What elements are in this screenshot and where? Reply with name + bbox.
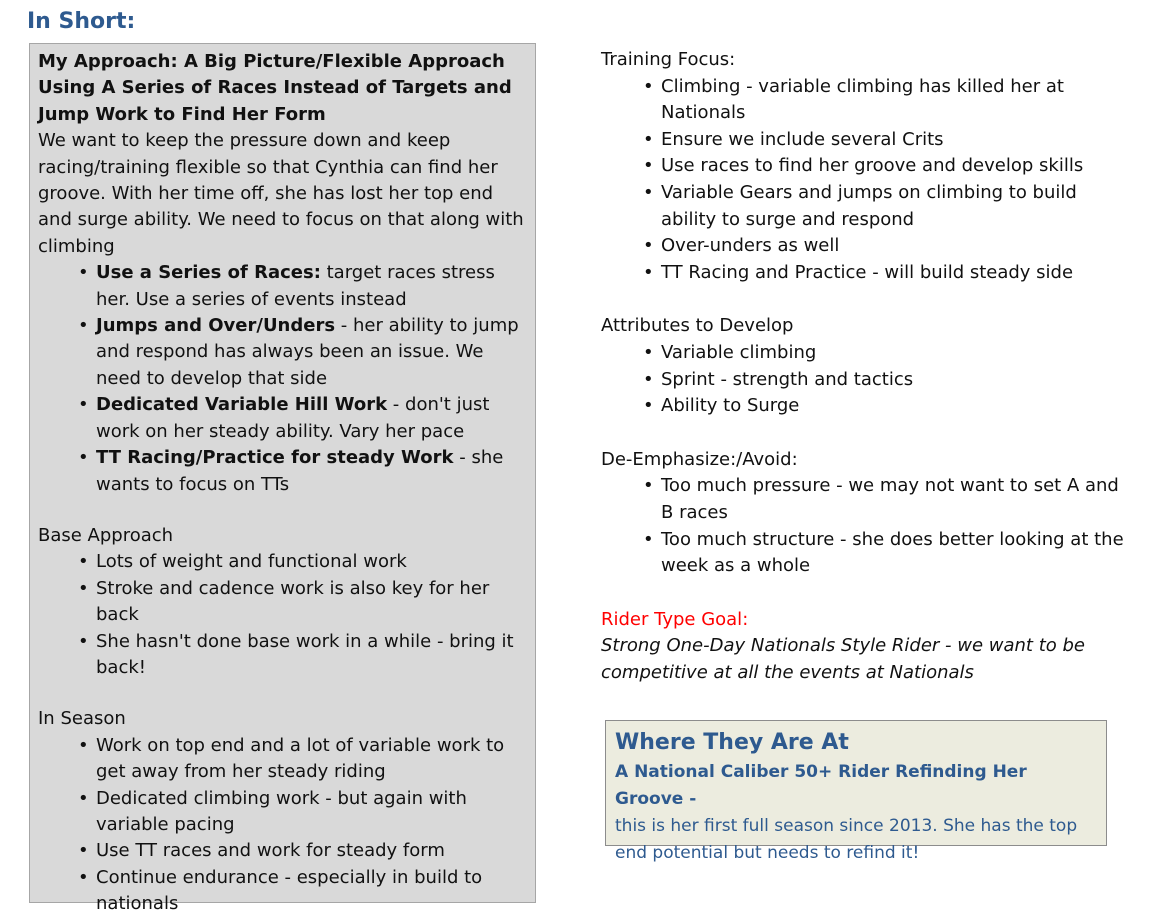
list-item: • Continue endurance - especially in build to nationals [96, 865, 527, 918]
training-focus-list [601, 74, 1136, 287]
list-item-text: - her ability to jump and respond has always been an issue. We need to develop that side [96, 315, 519, 389]
approach-list [38, 260, 527, 498]
approach-heading: My Approach: A Big Picture/Flexible Approach Using A Series of Races Instead of Targets and Jump Work to Find Her Form [38, 51, 512, 125]
list-item-text: - don't just work on her steady ability. Vary her pace [96, 394, 490, 442]
list-item [96, 392, 527, 445]
page-title: In Short: [27, 9, 136, 34]
season-label: In Season [38, 708, 126, 730]
rider-goal-text: Strong One-Day Nationals Style Rider - we want to be competitive at all the events at Nationals [601, 635, 1085, 683]
list-item [96, 445, 527, 498]
list-item: • Ensure we include several Crits [661, 127, 1136, 154]
status-text: this is her first full season since 2013. She has the top end potential but needs to refind it! [615, 816, 1078, 863]
list-item-text: target races stress her. Use a series of events instead [96, 262, 495, 310]
list-item: • Stroke and cadence work is also key for her back [96, 576, 527, 629]
list-item: • She hasn't done base work in a while - bring it back! [96, 629, 527, 682]
list-item: • Use TT races and work for steady form [96, 838, 527, 864]
list-item [96, 313, 527, 392]
list-item: • Too much pressure - we may not want to set A and B races [661, 473, 1136, 526]
list-item-bold: Use a Series of Races: [96, 262, 321, 284]
list-item: • Climbing - variable climbing has killed her at Nationals [661, 74, 1136, 127]
list-item: • Use races to find her groove and develop skills [661, 153, 1136, 180]
list-item [96, 260, 527, 313]
deemphasize-label: De-Emphasize:/Avoid: [601, 448, 798, 470]
list-item: • Over-unders as well [661, 233, 1136, 260]
list-item: • Variable Gears and jumps on climbing to build ability to surge and respond [661, 180, 1136, 233]
list-item: • Variable climbing [661, 340, 1136, 367]
status-subtitle: A National Caliber 50+ Rider Refinding Her Groove - [615, 762, 1027, 809]
base-list [38, 549, 527, 681]
approach-panel [29, 43, 536, 915]
list-item-bold: Jumps and Over/Unders [96, 315, 336, 337]
list-item-bold: TT Racing/Practice for steady Work [96, 447, 454, 469]
list-item: • Work on top end and a lot of variable work to get away from her steady riding [96, 733, 527, 786]
attributes-list [601, 340, 1136, 420]
list-item: • Too much structure - she does better looking at the week as a whole [661, 527, 1136, 580]
status-box [605, 720, 1107, 863]
season-list [38, 733, 527, 918]
base-label: Base Approach [38, 524, 174, 546]
deemphasize-list [601, 473, 1136, 579]
status-title: Where They Are At [615, 730, 849, 755]
approach-intro: We want to keep the pressure down and keep racing/training flexible so that Cynthia can find her groove. With her time off, she has lost her top end and surge ability. We need to focus on that along with climbing [38, 130, 524, 257]
list-item: • Lots of weight and functional work [96, 549, 527, 575]
rider-goal-label: Rider Type Goal: [601, 608, 749, 630]
attributes-label: Attributes to Develop [601, 315, 794, 337]
list-item: • Sprint - strength and tactics [661, 367, 1136, 394]
list-item-text: - she wants to focus on TTs [96, 447, 504, 495]
training-focus-label: Training Focus: [601, 49, 736, 70]
list-item: • Ability to Surge [661, 393, 1136, 420]
list-item: • TT Racing and Practice - will build steady side [661, 260, 1136, 287]
list-item-bold: Dedicated Variable Hill Work [96, 394, 388, 416]
right-column [601, 47, 1136, 686]
list-item: • Dedicated climbing work - but again with variable pacing [96, 786, 527, 839]
